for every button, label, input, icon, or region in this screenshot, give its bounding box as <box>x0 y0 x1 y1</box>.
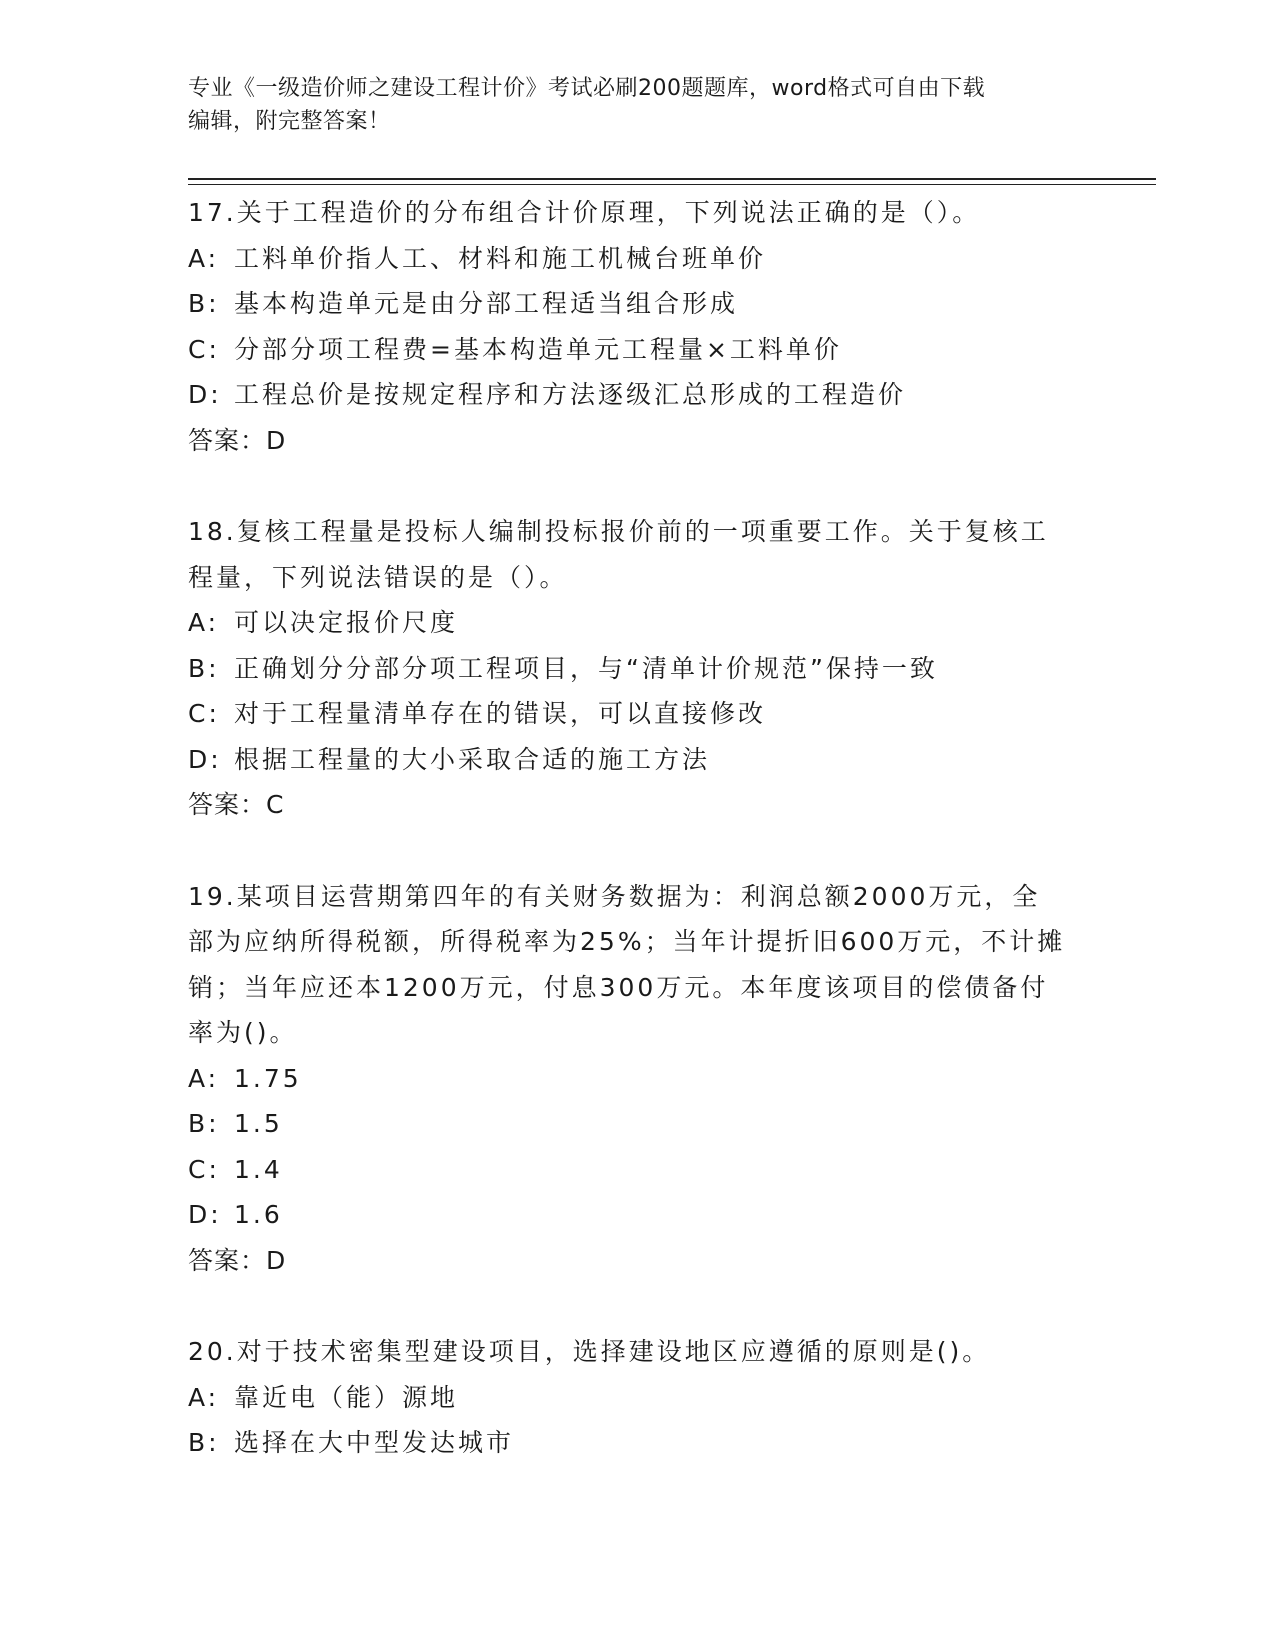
option-label: A: <box>188 1382 220 1412</box>
option-text: 分部分项工程费=基本构造单元工程量×工料单价 <box>234 334 842 364</box>
question-stem: 率为()。 <box>188 1018 298 1047</box>
option-label: C: <box>188 334 220 364</box>
question-stem: 部为应纳所得税额，所得税率为25%；当年计提折旧600万元，不计摊 <box>188 927 1066 956</box>
option-a <box>188 1375 1088 1421</box>
option-label: A: <box>188 608 220 637</box>
option-text: 正确划分分部分项工程项目，与“清单计价规范”保持一致 <box>234 653 938 683</box>
header-divider <box>188 178 1156 180</box>
option-text: 1.6 <box>234 1200 283 1229</box>
option-label: D: <box>188 380 222 409</box>
option-label: D: <box>188 744 222 774</box>
option-text: 根据工程量的大小采取合适的施工方法 <box>234 744 711 774</box>
option-d <box>188 737 1088 783</box>
option-a <box>188 600 1088 646</box>
document-header <box>188 72 1088 138</box>
option-text: 基本构造单元是由分部工程适当组合形成 <box>234 289 739 318</box>
question-stem: 19.某项目运营期第四年的有关财务数据为：利润总额2000万元，全 <box>188 881 1041 911</box>
option-text: 工程总价是按规定程序和方法逐级汇总形成的工程造价 <box>234 380 907 409</box>
option-text: 1.75 <box>234 1063 302 1093</box>
answer: 答案：D <box>188 425 287 455</box>
question-stem: 18.复核工程量是投标人编制投标报价前的一项重要工作。关于复核工 <box>188 517 1049 546</box>
option-text: 靠近电（能）源地 <box>234 1382 459 1412</box>
option-c <box>188 327 1088 373</box>
answer: 答案：C <box>188 790 285 819</box>
option-b <box>188 1101 1088 1147</box>
question-list <box>188 190 1088 1512</box>
option-text: 选择在大中型发达城市 <box>234 1428 515 1457</box>
question-stem: 销；当年应还本1200万元，付息300万元。本年度该项目的偿债备付 <box>188 972 1049 1002</box>
question-18 <box>188 509 1088 828</box>
option-b <box>188 1420 1088 1466</box>
option-b <box>188 646 1088 692</box>
option-c <box>188 691 1088 737</box>
question-stem: 17.关于工程造价的分布组合计价原理，下列说法正确的是（）。 <box>188 198 981 227</box>
header-line-1: 专业《一级造价师之建设工程计价》考试必刷200题题库，word格式可自由下载 <box>188 76 986 101</box>
option-label: D: <box>188 1200 222 1229</box>
option-a <box>188 236 1088 282</box>
option-label: B: <box>188 1428 220 1457</box>
option-label: A: <box>188 1063 220 1093</box>
option-c <box>188 1147 1088 1193</box>
option-label: B: <box>188 289 220 318</box>
option-text: 对于工程量清单存在的错误，可以直接修改 <box>234 699 767 728</box>
option-b <box>188 281 1088 327</box>
header-line-2: 编辑，附完整答案！ <box>188 109 391 134</box>
question-17 <box>188 190 1088 463</box>
option-text: 1.5 <box>234 1109 283 1138</box>
question-stem: 程量，下列说法错误的是（）。 <box>188 562 568 592</box>
option-text: 1.4 <box>234 1154 283 1184</box>
option-text: 可以决定报价尺度 <box>234 608 459 637</box>
option-a <box>188 1056 1088 1102</box>
question-19 <box>188 874 1088 1284</box>
option-label: C: <box>188 1154 220 1184</box>
question-stem: 20.对于技术密集型建设项目，选择建设地区应遵循的原则是()。 <box>188 1337 991 1366</box>
option-label: C: <box>188 699 220 728</box>
answer: 答案：D <box>188 1245 287 1275</box>
header-divider-thin <box>188 184 1156 185</box>
option-text: 工料单价指人工、材料和施工机械台班单价 <box>234 243 767 273</box>
option-label: B: <box>188 1109 220 1138</box>
option-d <box>188 372 1088 418</box>
question-20 <box>188 1329 1088 1466</box>
option-label: B: <box>188 653 220 683</box>
option-label: A: <box>188 243 220 273</box>
option-d <box>188 1192 1088 1238</box>
